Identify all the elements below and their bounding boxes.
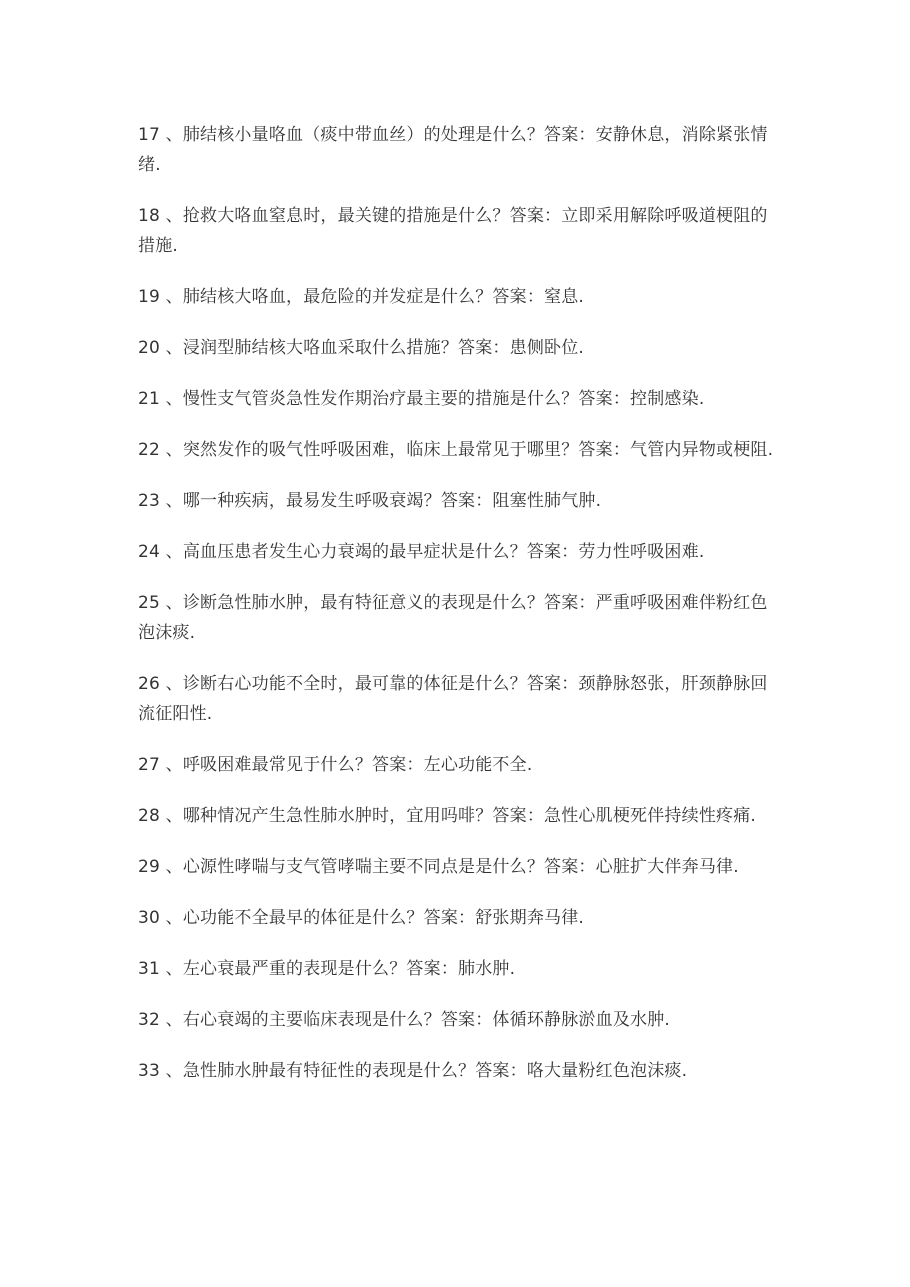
qa-item-23: 23 、哪一种疾病，最易发生呼吸衰竭？答案：阻塞性肺气肿. [138, 491, 602, 511]
qa-item-25: 25 、诊断急性肺水肿，最有特征意义的表现是什么？答案：严重呼吸困难伴粉红色泡沫痰. [138, 593, 768, 643]
qa-item-24: 24 、高血压患者发生心力衰竭的最早症状是什么？答案：劳力性呼吸困难. [138, 542, 705, 562]
qa-item-28: 28 、哪种情况产生急性肺水肿时，宜用吗啡？答案：急性心肌梗死伴持续性疼痛. [138, 806, 757, 826]
qa-list [138, 120, 780, 1086]
qa-item-22: 22 、突然发作的吸气性呼吸困难，临床上最常见于哪里？答案：气管内异物或梗阻. [138, 440, 774, 460]
qa-item-27: 27 、呼吸困难最常见于什么？答案：左心功能不全. [138, 755, 533, 775]
qa-item-21: 21 、慢性支气管炎急性发作期治疗最主要的措施是什么？答案：控制感染. [138, 389, 705, 409]
qa-item-17: 17 、肺结核小量咯血（痰中带血丝）的处理是什么？答案：安静休息，消除紧张情绪. [138, 125, 768, 175]
qa-item-20: 20 、浸润型肺结核大咯血采取什么措施？答案：患侧卧位. [138, 338, 585, 358]
qa-item-19: 19 、肺结核大咯血，最危险的并发症是什么？答案：窒息. [138, 287, 585, 307]
qa-item-32: 32 、右心衰竭的主要临床表现是什么？答案：体循环静脉淤血及水肿. [138, 1010, 671, 1030]
qa-item-26: 26 、诊断右心功能不全时，最可靠的体征是什么？答案：颈静脉怒张，肝颈静脉回流征阳性. [138, 674, 768, 724]
qa-item-33: 33 、急性肺水肿最有特征性的表现是什么？答案：咯大量粉红色泡沫痰. [138, 1061, 688, 1081]
qa-item-30: 30 、心功能不全最早的体征是什么？答案：舒张期奔马律. [138, 908, 585, 928]
qa-item-29: 29 、心源性哮喘与支气管哮喘主要不同点是是什么？答案：心脏扩大伴奔马律. [138, 857, 739, 877]
qa-item-31: 31 、左心衰最严重的表现是什么？答案：肺水肿. [138, 959, 516, 979]
qa-item-18: 18 、抢救大咯血窒息时，最关键的措施是什么？答案：立即采用解除呼吸道梗阻的措施. [138, 206, 768, 256]
